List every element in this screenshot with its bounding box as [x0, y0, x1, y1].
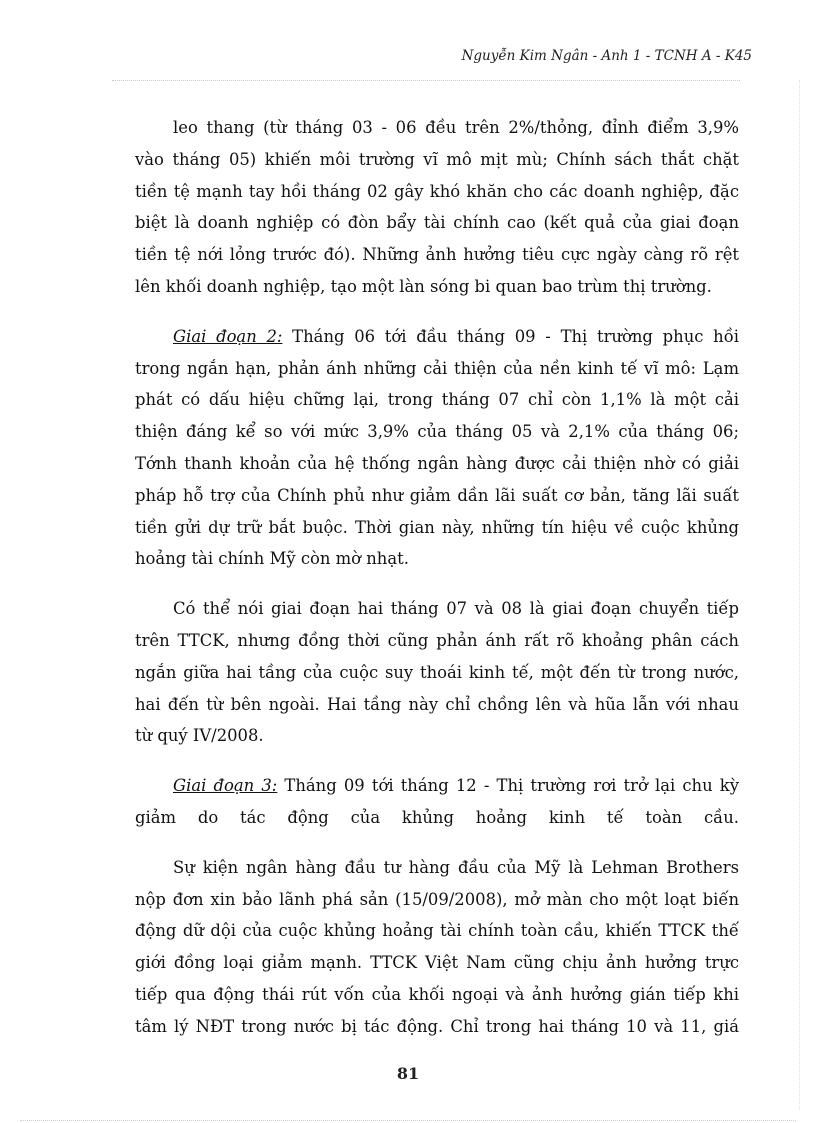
text-line: tiền tệ mạnh tay hồi tháng 02 gây khó khăn cho các doanh nghiệp, đặc — [135, 181, 739, 201]
text-line: tiền gửi dự trữ bắt buộc. Thời gian này, những tín hiệu về cuộc khủng — [135, 517, 739, 537]
text-line: động dữ dội của cuộc khủng hoảng tài chính toàn cầu, khiến TTCK thế — [135, 921, 739, 941]
paragraph-5 — [135, 852, 739, 1043]
text-line: leo thang (từ tháng 03 - 06 đều trên 2%/thỏng, đỉnh điểm 3,9% — [173, 118, 739, 137]
page-edge — [799, 80, 802, 1110]
text-line: giới đồng loại giảm mạnh. TTCK Việt Nam cũng chịu ảnh hưởng trực — [135, 953, 739, 973]
text-fragment: Tháng 06 tới đầu tháng 09 - Thị trường phục hồi — [282, 326, 739, 346]
text-line: ngắn giữa hai tầng của cuộc suy thoái kinh tế, một đến từ trong nước, — [135, 662, 739, 682]
paragraph-1 — [135, 112, 739, 303]
text-line: biệt là doanh nghiệp có đòn bẩy tài chính cao (kết quả của giai đoạn — [135, 213, 739, 233]
text-line: lên khối doanh nghiệp, tạo một làn sóng bi quan bao trùm thị trường. — [135, 276, 712, 296]
paragraph-stage-2 — [135, 321, 739, 575]
text-line: giảm do tác động của khủng hoảng kinh tế toàn cầu. — [135, 807, 739, 827]
text-line: pháp hỗ trợ của Chính phủ như giảm dần lãi suất cơ bản, tăng lãi suất — [135, 485, 739, 505]
text-line: trong ngắn hạn, phản ánh những cải thiện của nền kinh tế vĩ mô: Lạm — [135, 358, 739, 378]
text-line: hoảng tài chính Mỹ còn mờ nhạt. — [135, 549, 409, 569]
paragraph-3 — [135, 593, 739, 752]
text-line: từ quý IV/2008. — [135, 726, 264, 746]
page-number: 81 — [396, 1064, 420, 1083]
text-line: tiền tệ nới lỏng trước đó). Những ảnh hưởng tiêu cực ngày càng rõ rệt — [135, 245, 739, 265]
footer-divider — [20, 1120, 796, 1121]
text-line: Sự kiện ngân hàng đầu tư hàng đầu của Mỹ là Lehman Brothers — [173, 857, 739, 877]
text-line: Tớnh thanh khoản của hệ thống ngân hàng được cải thiện nhờ có giải — [135, 453, 739, 473]
stage-2-label: Giai đoạn 2: — [173, 326, 283, 346]
text-fragment: Tháng 09 tới tháng 12 - Thị trường rơi trở lại chu kỳ — [277, 776, 739, 796]
paragraph-stage-3 — [135, 770, 739, 834]
text-line — [135, 321, 739, 353]
text-line: nộp đơn xin bảo lãnh phá sản (15/09/2008), mở màn cho một loạt biến — [135, 889, 739, 909]
text-line: phát có dấu hiệu chững lại, trong tháng 07 chỉ còn 1,1% là một cải — [135, 390, 739, 410]
text-line: hai đến từ bên ngoài. Hai tầng này chỉ chồng lên và hũa lẫn với nhau — [135, 694, 739, 714]
text-line: thiện đáng kể so với mức 3,9% của tháng 05 và 2,1% của tháng 06; — [135, 422, 739, 442]
text-line: vào tháng 05) khiến môi trường vĩ mô mịt mù; Chính sách thắt chặt — [135, 149, 739, 169]
stage-3-label: Giai đoạn 3: — [173, 776, 278, 796]
text-line: tâm lý NĐT trong nước bị tác động. Chỉ trong hai tháng 10 và 11, giá — [135, 1016, 739, 1036]
text-line — [135, 770, 739, 802]
header-divider — [112, 80, 740, 81]
body-text — [135, 112, 739, 1061]
text-line: Có thể nói giai đoạn hai tháng 07 và 08 là giai đoạn chuyển tiếp — [173, 599, 739, 619]
text-line: trên TTCK, nhưng đồng thời cũng phản ánh rất rõ khoảng phân cách — [135, 630, 739, 650]
text-line: tiếp qua động thái rút vốn của khối ngoại và ảnh hưởng gián tiếp khi — [135, 984, 739, 1004]
running-header: Nguyễn Kim Ngân - Anh 1 - TCNH A - K45 — [461, 48, 752, 64]
